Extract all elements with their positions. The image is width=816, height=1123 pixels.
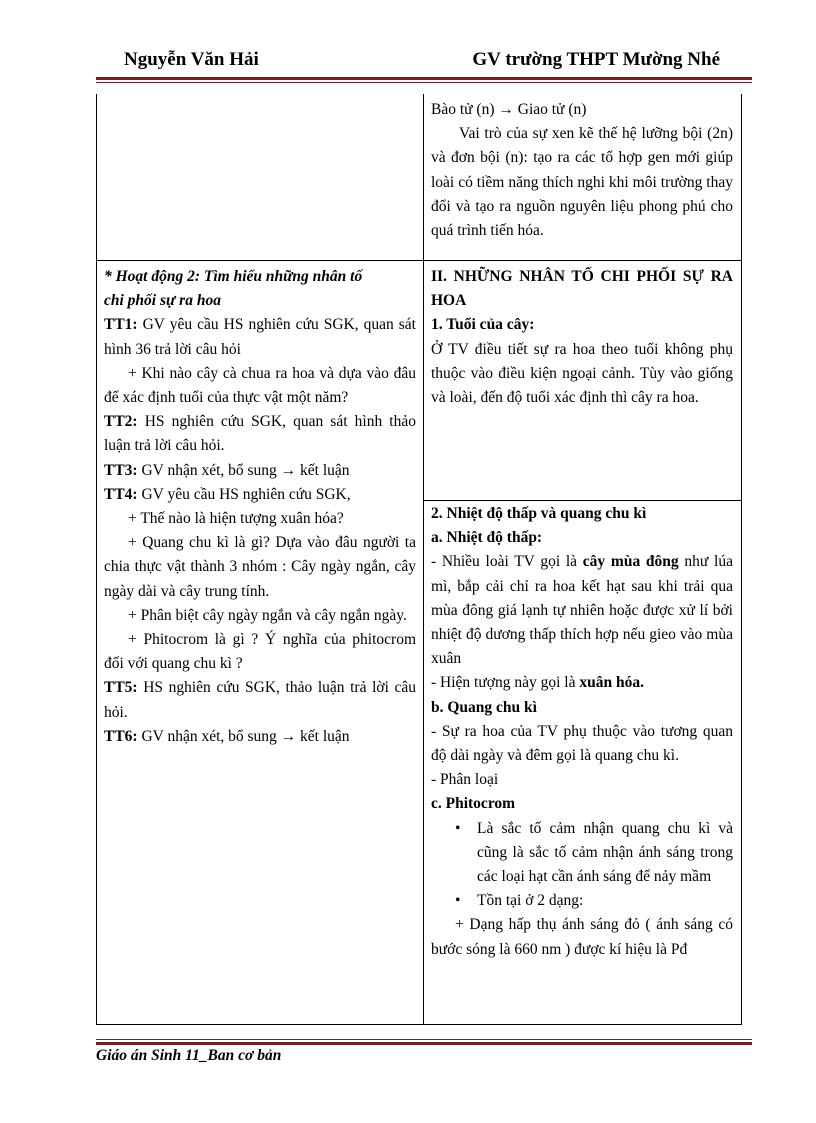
table-border-right <box>741 94 742 1025</box>
photo-text: - Sự ra hoa của TV phụ thuộc vào tương quan độ dài ngày và đêm gọi là quang chu kì. <box>431 722 733 765</box>
tt6: TT6: GV nhận xét, bổ sung → kết luận <box>104 727 350 745</box>
photo-sub: b. Quang chu kì <box>431 698 537 716</box>
tt4: TT4: GV yêu cầu HS nghiên cứu SGK, <box>104 485 351 503</box>
bullet-1: • Là sắc tố cảm nhận quang chu kì và cũng là sắc tố cảm nhận ánh sáng trong các loại hạt cần ánh sáng để nảy mầm <box>431 817 733 890</box>
tt5: TT5: HS nghiên cứu SGK, thảo luận trả lời câu hỏi. <box>104 679 416 721</box>
vernalization: - Hiện tượng này gọi là xuân hóa. <box>431 674 644 692</box>
question-5: + Phitocrom là gì ? Ý nghĩa của phitocrom đối với quang chu kì ? <box>104 631 416 673</box>
footer-text: Giáo án Sinh 11_Ban cơ bản <box>96 1047 282 1064</box>
question-3: + Quang chu kì là gì? Dựa vào đâu người ta chia thực vật thành 3 nhóm : Cây ngày ngắn, cây ngày dài và cây trung tính. <box>104 534 416 600</box>
section-heading: II. NHỮNG NHÂN TỐ CHI PHỐI SỰ RA HOA <box>431 268 733 310</box>
tt1: TT1: GV yêu cầu HS nghiên cứu SGK, quan sát hình 36 trả lời câu hỏi <box>104 316 416 358</box>
table-border-left <box>96 94 97 1025</box>
lesson-table <box>96 94 742 1025</box>
tt2: TT2: HS nghiên cứu SGK, quan sát hình thảo luận trả lời câu hỏi. <box>104 413 416 455</box>
question-4: + Phân biệt cây ngày ngắn và cây ngắn ngày. <box>128 606 407 624</box>
header-rule <box>96 77 752 80</box>
footer-rule-thin <box>96 1039 752 1040</box>
bullet-dot-1: • <box>455 819 461 837</box>
bullet-dot-2: • <box>455 892 461 910</box>
temp-heading: 2. Nhiệt độ thấp và quang chu kì <box>431 505 647 522</box>
right-cell-temperature <box>431 502 733 962</box>
phyto-sub: c. Phitocrom <box>431 795 516 813</box>
role-paragraph: Vai trò của sự xen kẽ thế hệ lưỡng bội (2n) và đơn bội (n): tạo ra các tổ hợp gen mới giúp loài có tiềm năng thích nghi khi môi trường thay đổi và tạo ra nguồn nguyên liệu phong phú cho quá trình tiến hóa. <box>431 125 733 240</box>
age-text: Ở TV điều tiết sự ra hoa theo tuổi không phụ thuộc vào điều kiện ngoại cảnh. Tùy vào giống và loài, đến độ tuổi xác định thì cây ra hoa. <box>431 340 733 407</box>
table-border-bottom <box>96 1024 742 1025</box>
row-divider-right <box>424 500 742 501</box>
school-name: GV trường THPT Mường Nhé <box>472 49 720 70</box>
tt3: TT3: GV nhận xét, bổ sung → kết luận <box>104 461 350 479</box>
question-1: + Khi nào cây cà chua ra hoa và dựa vào đâu để xác định tuổi của thực vật một năm? <box>104 364 416 407</box>
row-divider-top <box>96 260 742 261</box>
spore-line: Bào tử (n) → Giao tử (n) <box>431 101 587 118</box>
age-heading: 1. Tuổi của cây: <box>431 316 535 334</box>
table-divider <box>423 94 424 1025</box>
bullet-2: • Tồn tại ở 2 dạng: <box>431 889 733 913</box>
footer-rule <box>96 1042 752 1045</box>
page-header <box>96 46 752 76</box>
classify: - Phân loại <box>431 771 499 789</box>
left-cell-activity <box>104 265 416 749</box>
header-rule-thin <box>96 82 752 83</box>
right-cell-section-2 <box>431 265 733 410</box>
temp-text: - Nhiều loài TV gọi là cây mùa đông như lúa mì, bắp cải chỉ ra hoa kết hạt sau khi trải qua mùa đông giá lạnh tự nhiên hoặc được xử lí bởi nhiệt độ dương thấp thích hợp nếu gieo vào mùa xuân <box>431 553 733 668</box>
question-2: + Thế nào là hiện tượng xuân hóa? <box>128 510 344 528</box>
form-1: + Dạng hấp thụ ánh sáng đỏ ( ánh sáng có bước sóng là 660 nm ) được kí hiệu là Pđ <box>431 916 733 958</box>
author-name: Nguyễn Văn Hải <box>124 49 259 70</box>
right-cell-top <box>431 98 733 243</box>
activity-title: * Hoạt động 2: Tìm hiểu những nhân tố chi phối sự ra hoa <box>104 268 363 310</box>
temp-sub: a. Nhiệt độ thấp: <box>431 529 543 547</box>
